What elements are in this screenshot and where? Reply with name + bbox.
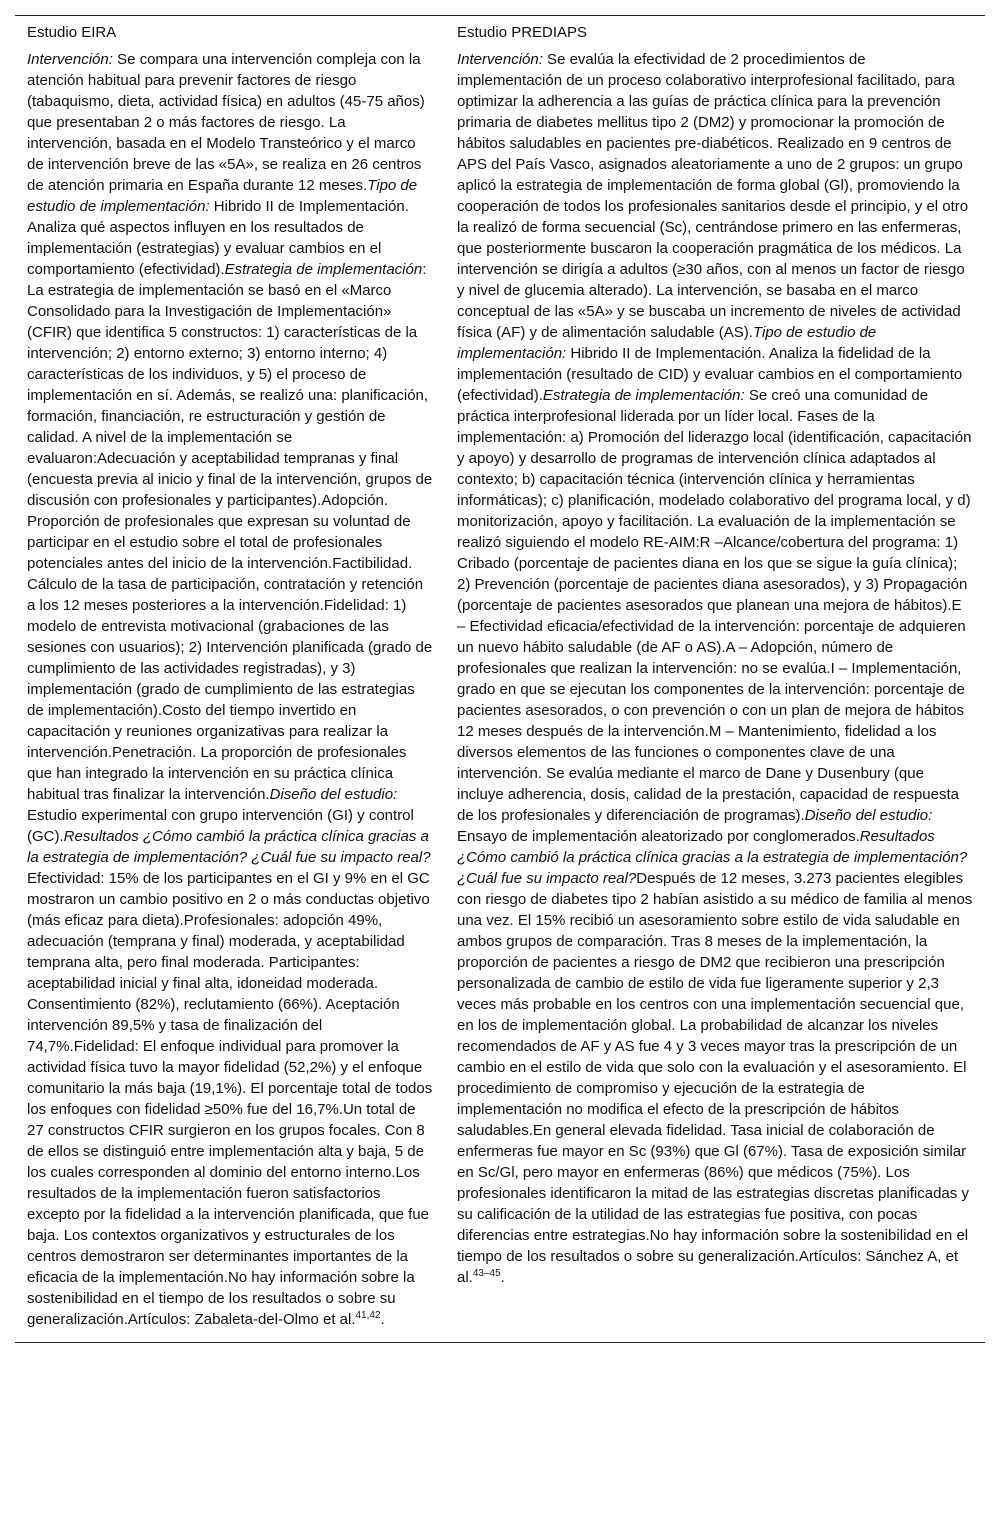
content-row	[15, 47, 985, 1343]
section-label: Resultados ¿Cómo cambió la práctica clínica gracias a la estrategia de implementación? ¿Cuál fue su impacto real?	[27, 828, 431, 866]
section-label: Tipo de estudio de implementación:	[457, 324, 877, 362]
section-label: Diseño del estudio:	[804, 807, 933, 824]
header-eira: Estudio EIRA	[27, 24, 117, 41]
section-label: Estrategia de implementación:	[542, 387, 745, 404]
text-segment: Se compara una intervención compleja con la atención habitual para prevenir factores de riesgo (tabaquismo, dieta, actividad física) en adultos (45-75 años) que presentaban 2 o más factores de riesgo. La intervención, basada en el Modelo Transteórico y el marco de intervención breve de las «5A», se realiza en 26 centros de atención primaria en España durante 12 meses.	[27, 51, 425, 194]
text-segment: Se evalúa la efectividad de 2 procedimientos de implementación de un proceso colaborativo interprofesional facilitado, para optimizar la adherencia a las guías de práctica clínica para la prevención primaria de diabetes mellitus tipo 2 (DM2) y promocionar la promoción de hábitos saludables en pacientes pre-diabéticos. Realizado en 9 centros de APS del País Vasco, asignados aleatoriamente a uno de 2 grupos: un grupo aplicó la estrategia de implementación de forma global (Gl), promoviendo la cooperación de todos los profesionales sanitarios desde el principio, y el otro la realizó de forma secuencial (Sc), centrándose primero en las enfermeras, que posteriormente buscaron la cooperación pragmática de los médicos. La intervención se dirigía a adultos (≥30 años, con al menos un factor de riesgo y nivel de glucemia alterado). La intervención, se basaba en el marco conceptual de las «5A» y se buscaba un incremento de niveles de actividad física (AF) y de alimentación saludable (AS).	[457, 51, 969, 341]
header-prediaps: Estudio PREDIAPS	[457, 24, 588, 41]
text-segment: Estudio experimental con grupo intervención (GI) y control (GC).	[27, 807, 414, 845]
section-label: Estrategia de implementación	[224, 261, 423, 278]
section-label: Diseño del estudio:	[269, 786, 398, 803]
header-row	[15, 16, 985, 48]
section-label: Intervención:	[457, 51, 543, 68]
section-label: Resultados ¿Cómo cambió la práctica clínica gracias a la estrategia de implementación? ¿Cuál fue su impacto real?	[457, 828, 968, 887]
studies-table	[15, 15, 985, 1343]
text-segment: : La estrategia de implementación se basó en el «Marco Consolidado para la Investigación de Implementación» (CFIR) que identifica 5 constructos: 1) características de la intervención; 2) entorno externo; 3) entorno interno; 4) características de los individuos, y 5) el proceso de implementación en sí. Además, se realizó una: planificación, formación, financiación, re estructuración y gestión de calidad. A nivel de la implementación se evaluaron:Adecuación y aceptabilidad tempranas y final (encuesta previa al inicio y final de la intervención, grupos de discusión con profesionales y participantes).Adopción. Proporción de profesionales que expresan su voluntad de participar en el estudio sobre el total de profesionales potenciales antes del inicio de la intervención.Factibilidad. Cálculo de la tasa de participación, contratación y retención a los 12 meses posteriores a la intervención.Fidelidad: 1) modelo de entrevista motivacional (grabaciones de las sesiones con usuarios); 2) Intervención planificada (grado de cumplimiento de las actividades registradas), y 3) implementación (grado de cumplimiento de las estrategias de implementación).Costo del tiempo invertido en capacitación y reuniones organizativas para realizar la intervención.Penetración. La proporción de profesionales que han integrado la intervención en su práctica clínica habitual tras finalizar la intervención.	[27, 261, 433, 803]
citation-reference: 41,42	[355, 1310, 381, 1321]
section-label: Tipo de estudio de implementación:	[27, 177, 418, 215]
section-label: Intervención:	[27, 51, 113, 68]
text-segment: .	[380, 1311, 385, 1328]
text-segment: Se creó una comunidad de práctica interprofesional liderada por un líder local. Fases de la implementación: a) Promoción del liderazgo local (identificación, capacitación y apoyo) y desarrollo de programas de intervención clínica adaptados al contexto; b) capacitación técnica (intervención clínica y herramientas informáticas); c) planificación, modelado colaborativo del programa local, y d) monitorización, apoyo y facilitación. La evaluación de la implementación se realizó siguiendo el modelo RE-AIM:R –Alcance/cobertura del programa: 1) Cribado (porcentaje de pacientes diana en los que se sigue la guía clínica); 2) Prevención (porcentaje de pacientes diana asesorados), y 3) Propagación (porcentaje de pacientes asesorados que planean una mejora de hábitos).E – Efectividad eficacia/efectividad de la intervención: porcentaje de adquieren un nuevo hábito saludable (de AF o AS).A – Adopción, número de profesionales que realizan la intervención: no se evalúa.I – Implementación, grado en que se ejecutan los componentes de la intervención: porcentaje de pacientes asesorados, o con prevención o con un plan de mejora de hábitos 12 meses después de la intervención.M – Mantenimiento, fidelidad a los diversos elementos de las funciones o componentes clave de una intervención. Se evalúa mediante el marco de Dane y Dusenbury (que incluye adherencia, dosis, calidad de la prestación, capacidad de respuesta de los profesionales y diferenciación de programas).	[457, 387, 972, 824]
citation-reference: 43–45	[472, 1268, 501, 1279]
text-segment: .	[500, 1269, 505, 1286]
text-segment: Ensayo de implementación aleatorizado por conglomerados.	[457, 828, 860, 845]
eira-description-cell	[15, 47, 445, 1343]
text-segment: Hibrido II de Implementación. Analiza qué aspectos influyen en los resultados de implementación (estrategias) y evaluar cambios en el comportamiento (efectividad).	[27, 198, 409, 278]
text-segment: Hibrido II de Implementación. Analiza la fidelidad de la implementación (resultado de CID) y evaluar cambios en el comportamiento (efectividad).	[457, 345, 963, 404]
prediaps-description-cell	[445, 47, 985, 1343]
text-segment: Efectividad: 15% de los participantes en el GI y 9% en el GC mostraron un cambio positivo en 2 o más conductas objetivo (más eficaz para dieta).Profesionales: adopción 49%, adecuación (temprana y final) moderada, y aceptabilidad temprana alta, pero final moderada. Participantes: aceptabilidad inicial y final alta, idoneidad moderada. Consentimiento (82%), reclutamiento (66%). Aceptación intervención 89,5% y tasa de finalización del 74,7%.Fidelidad: El enfoque individual para promover la actividad física tuvo la mayor fidelidad (52,2%) y el enfoque comunitario la más baja (19,1%). El porcentaje total de todos los enfoques con fidelidad ≥50% fue del 16,7%.Un total de 27 constructos CFIR surgieron en los grupos focales. Con 8 de ellos se distinguió entre implementación alta y baja, 5 de los cuales corresponden al dominio del entorno interno.Los resultados de la implementación fueron satisfactorios excepto por la fidelidad a la intervención planificada, que fue baja. Los contextos organizativos y estructurales de los centros demostraron ser determinantes importantes de la eficacia de la implementación.No hay información sobre la sostenibilidad en el tiempo de los resultados o sobre su generalización.Artículos: Zabaleta-del-Olmo et al.	[27, 870, 433, 1328]
text-segment: Después de 12 meses, 3.273 pacientes elegibles con riesgo de diabetes tipo 2 habían asistido a su médico de familia al menos una vez. El 15% recibió un asesoramiento sobre estilo de vida saludable en ambos grupos de comparación. Tras 8 meses de la implementación, la proporción de pacientes a riesgo de DM2 que recibieron una prescripción personalizada de cambio de estilo de vida fue ligeramente superior y 2,3 veces más probable en los centros con una implementación secuencial que, en los de implementación global. La probabilidad de alcanzar los niveles recomendados de AF y AS fue 4 y 3 veces mayor tras la prescripción de un cambio en el estilo de vida que solo con la evaluación y el asesoramiento. El procedimiento de compromiso y ejecución de la estrategia de implementación no modifica el efecto de la prescripción de hábitos saludables.En general elevada fidelidad. Tasa inicial de colaboración de enfermeras fue mayor en Sc (93%) que Gl (67%). Tasa de exposición similar en Sc/Gl, pero mayor en enfermeras (86%) que médicos (75%). Los profesionales identificaron la mitad de las estrategias discretas planificadas y su calificación de la utilidad de las estrategias fue positiva, con pocas diferencias entre estrategias.No hay información sobre la sostenibilidad en el tiempo de los resultados o sobre su generalización.Artículos: Sánchez A, et al.	[457, 870, 973, 1286]
